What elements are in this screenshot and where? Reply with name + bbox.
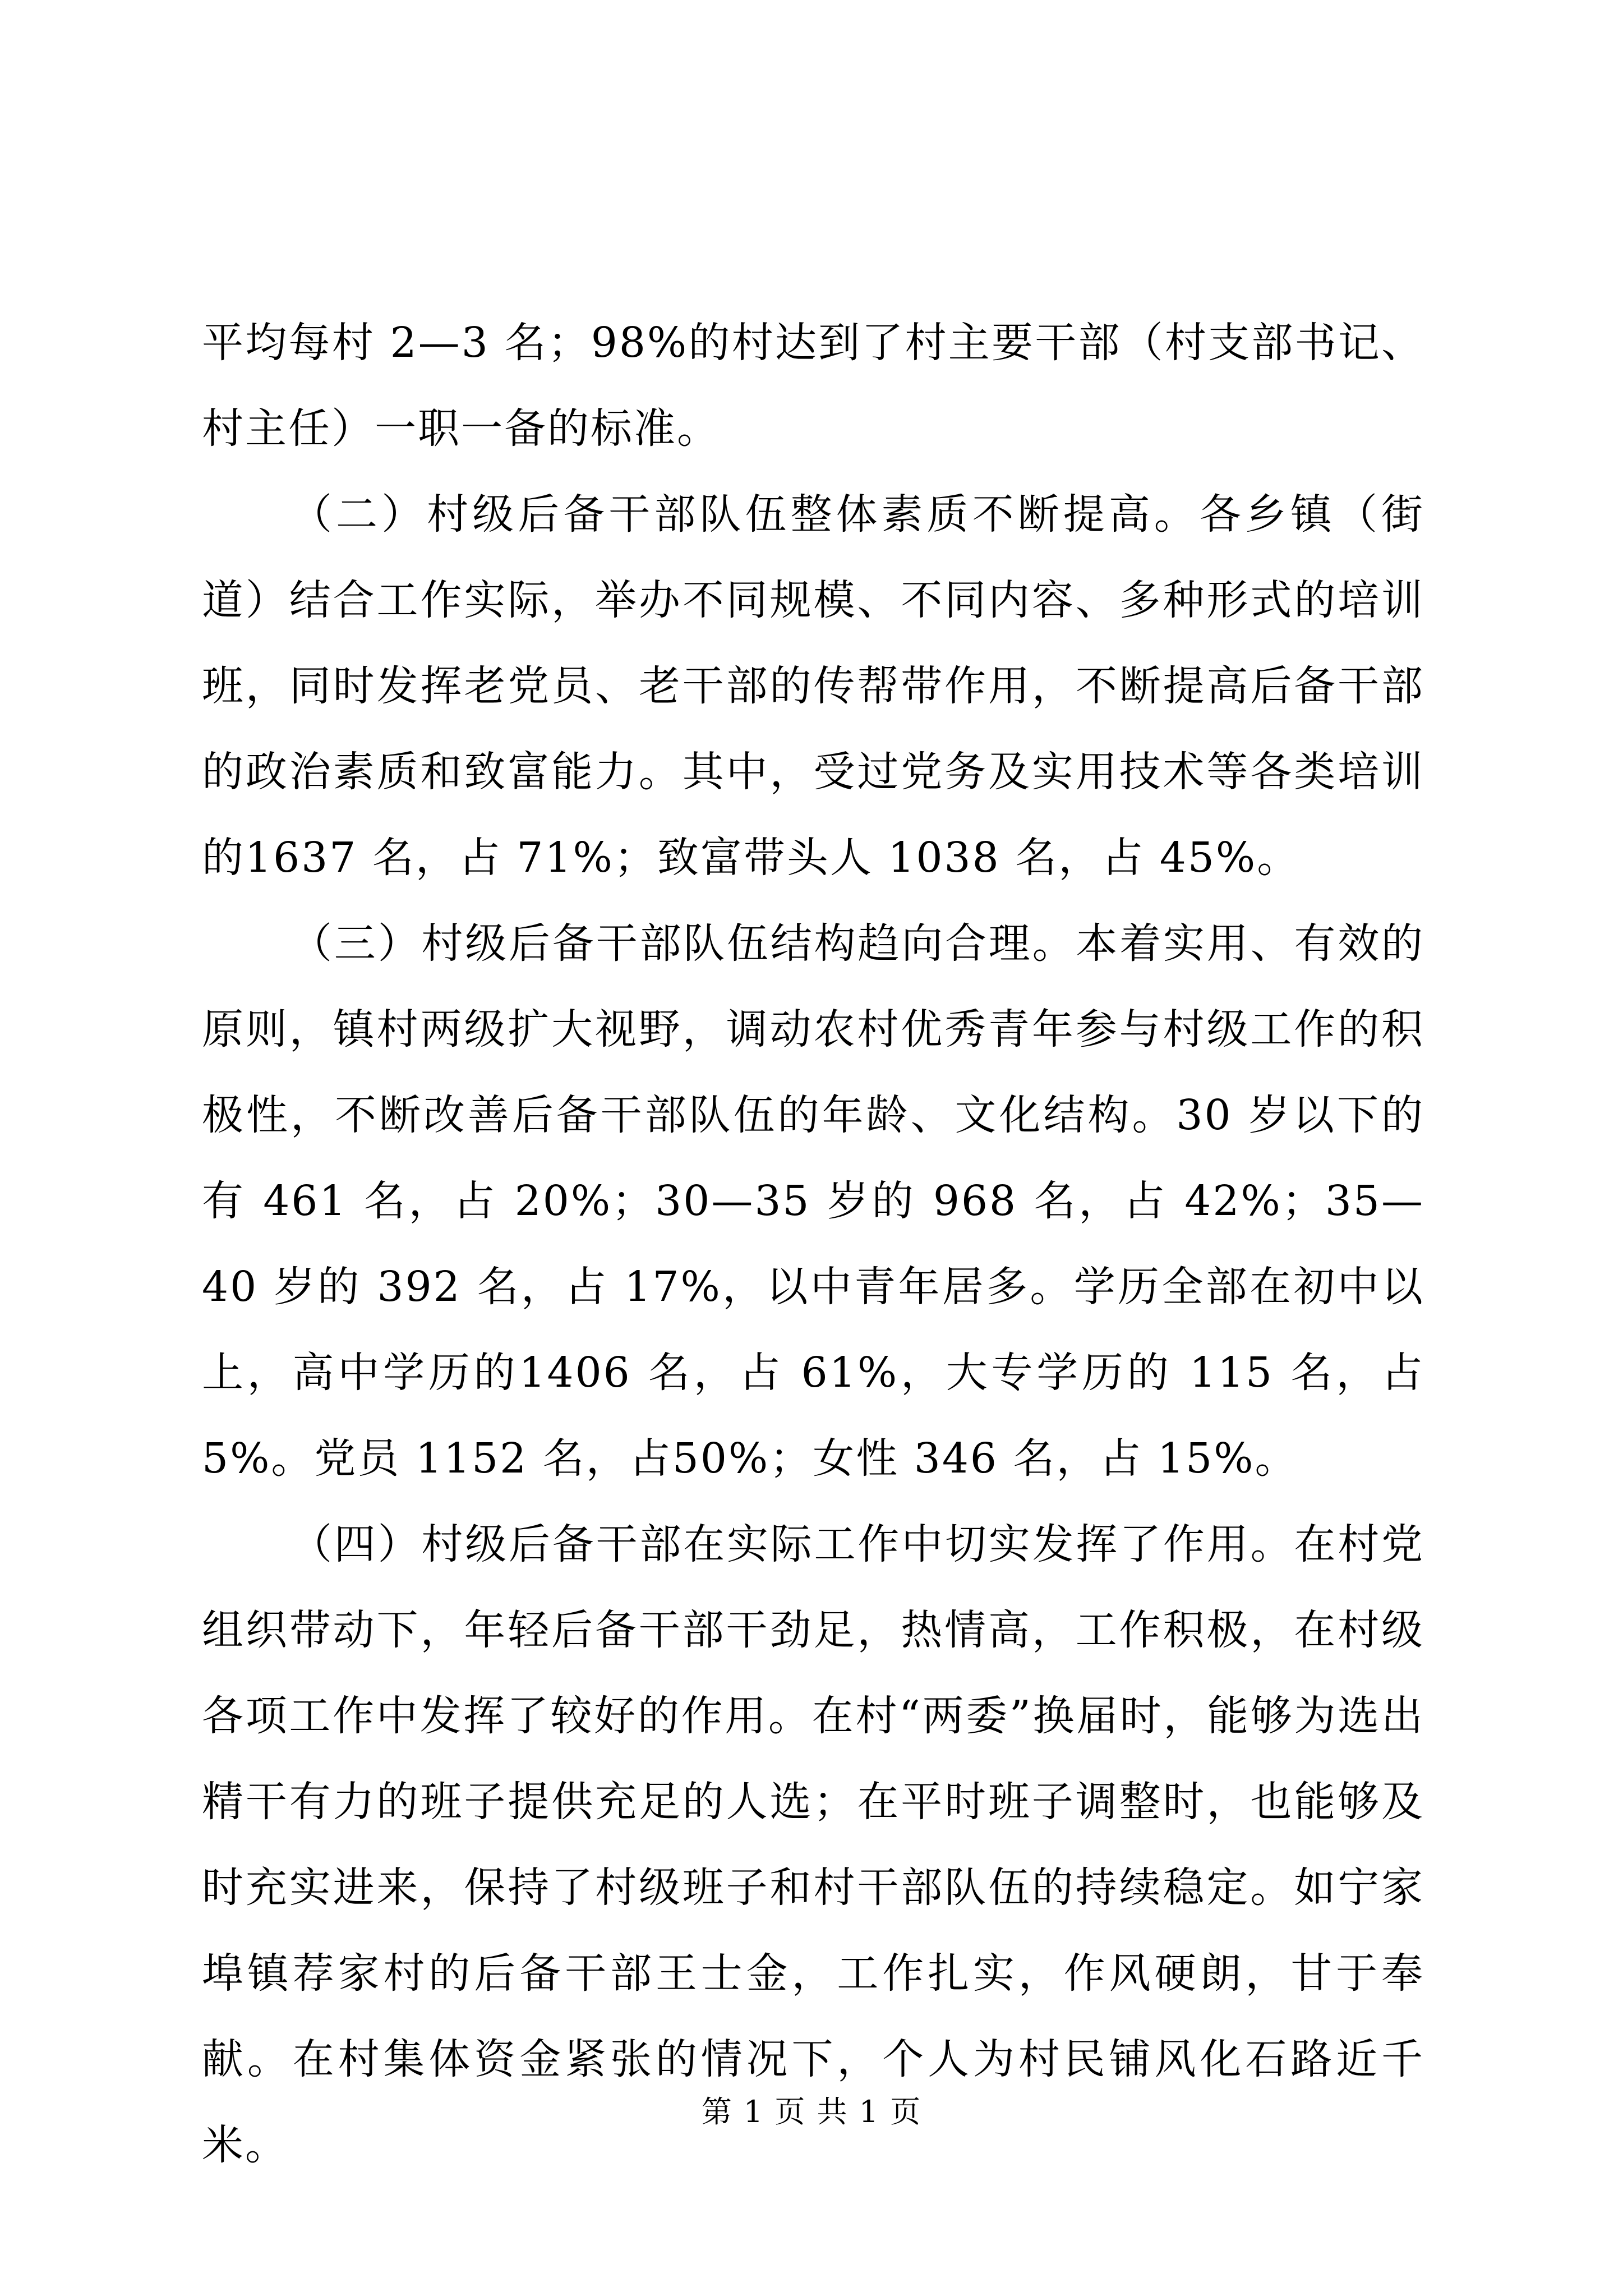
document-body [202,300,1424,2188]
paragraph-section-2: （二）村级后备干部队伍整体素质不断提高。各乡镇（街道）结合工作实际，举办不同规模、不同内容、多种形式的培训班，同时发挥老党员、老干部的传帮带作用，不断提高后备干部的政治素质和致富能力。其中，受过党务及实用技术等各类培训的1637 名，占 71%；致富带头人 1038 名，占 45%。 [202,490,1424,882]
page-number-footer: 第 1 页 共 1 页 [701,2094,922,2129]
paragraph-continuation: 平均每村 2—3 名；98%的村达到了村主要干部（村支部书记、村主任）一职一备的标准。 [202,319,1424,453]
paragraph-section-3: （三）村级后备干部队伍结构趋向合理。本着实用、有效的原则，镇村两级扩大视野，调动农村优秀青年参与村级工作的积极性，不断改善后备干部队伍的年龄、文化结构。30 岁以下的有 461 名，占 20%；30—35 岁的 968 名，占 42%；35—40 岁的 392 名，占 17%，以中青年居多。学历全部在初中以上，高中学历的1406 名，占 61%，大专学历的 115 名，占 5%。党员 1152 名，占50%；女性 346 名，占 15%。 [202,919,1424,1483]
paragraph-section-4: （四）村级后备干部在实际工作中切实发挥了作用。在村党组织带动下，年轻后备干部干劲足，热情高，工作积极，在村级各项工作中发挥了较好的作用。在村“两委”换届时，能够为选出精干有力的班子提供充足的人选；在平时班子调整时，也能够及时充实进来，保持了村级班子和村干部队伍的持续稳定。如宁家埠镇荐家村的后备干部王士金，工作扎实，作风硬朗，甘于奉献。在村集体资金紧张的情况下，个人为村民铺风化石路近千米。 [202,1520,1424,2169]
